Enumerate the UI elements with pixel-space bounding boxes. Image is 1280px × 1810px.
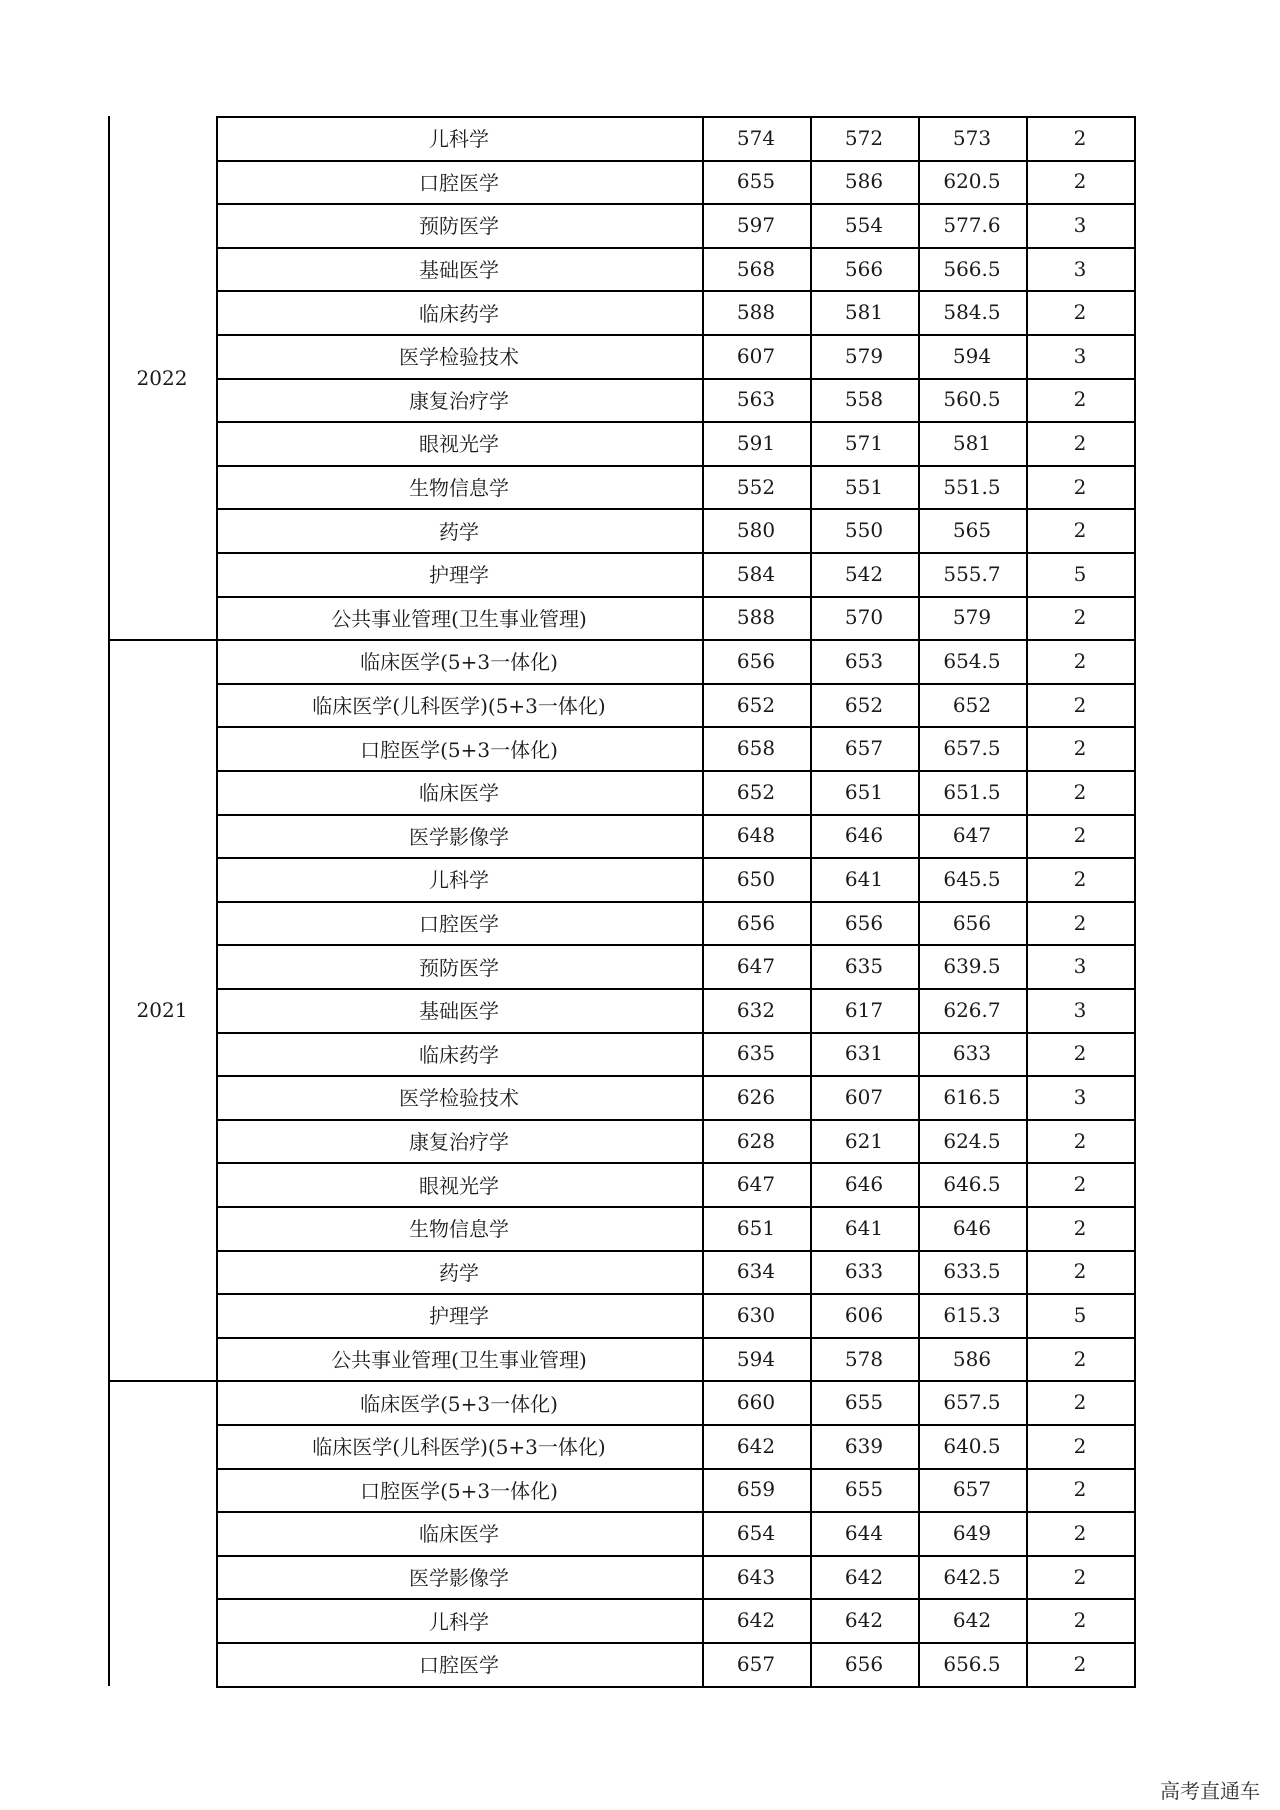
max-score-cell: 607	[736, 343, 776, 368]
avg-score-cell: 645.5	[943, 866, 1001, 891]
count-cell: 2	[1073, 1651, 1087, 1676]
major-name-cell: 护理学	[429, 1304, 489, 1329]
avg-score-cell: 646	[952, 1215, 992, 1240]
max-score-cell: 648	[736, 823, 776, 848]
count-cell: 2	[1073, 430, 1087, 455]
major-name-cell: 生物信息学	[409, 476, 509, 501]
major-name-cell: 医学检验技术	[399, 1086, 519, 1111]
min-score-cell: 572	[844, 125, 884, 150]
min-score-cell: 633	[844, 1259, 884, 1284]
avg-score-cell: 633	[952, 1041, 992, 1066]
avg-score-cell: 577.6	[943, 212, 1001, 237]
major-name-cell: 医学影像学	[409, 824, 509, 849]
max-score-cell: 597	[736, 212, 776, 237]
max-score-cell: 634	[736, 1259, 776, 1284]
avg-score-cell: 594	[952, 343, 992, 368]
min-score-cell: 646	[844, 1172, 884, 1197]
max-score-cell: 651	[736, 1215, 776, 1240]
count-cell: 2	[1073, 779, 1087, 804]
avg-score-cell: 652	[952, 692, 992, 717]
avg-score-cell: 642	[952, 1608, 992, 1633]
min-score-cell: 639	[844, 1433, 884, 1458]
avg-score-cell: 647	[952, 823, 992, 848]
avg-score-cell: 573	[952, 125, 992, 150]
max-score-cell: 628	[736, 1128, 776, 1153]
min-score-cell: 642	[844, 1564, 884, 1589]
min-score-cell: 635	[844, 954, 884, 979]
count-cell: 2	[1073, 692, 1087, 717]
count-cell: 5	[1073, 1302, 1087, 1327]
count-cell: 2	[1073, 1259, 1087, 1284]
min-score-cell: 657	[844, 736, 884, 761]
count-cell: 5	[1073, 561, 1087, 586]
count-cell: 2	[1073, 169, 1087, 194]
max-score-cell: 650	[736, 866, 776, 891]
max-score-cell: 568	[736, 256, 776, 281]
count-cell: 3	[1073, 343, 1087, 368]
min-score-cell: 554	[844, 212, 884, 237]
count-cell: 3	[1073, 954, 1087, 979]
avg-score-cell: 584.5	[943, 300, 1001, 325]
major-name-cell: 眼视光学	[419, 1173, 499, 1198]
max-score-cell: 563	[736, 387, 776, 412]
max-score-cell: 652	[736, 692, 776, 717]
avg-score-cell: 654.5	[943, 648, 1001, 673]
min-score-cell: 571	[844, 430, 884, 455]
avg-score-cell: 565	[952, 518, 992, 543]
count-cell: 2	[1073, 1608, 1087, 1633]
min-score-cell: 656	[844, 1651, 884, 1676]
year-cell	[108, 1380, 216, 1685]
max-score-cell: 652	[736, 779, 776, 804]
min-score-cell: 606	[844, 1302, 884, 1327]
max-score-cell: 647	[736, 954, 776, 979]
avg-score-cell: 640.5	[943, 1433, 1001, 1458]
min-score-cell: 581	[844, 300, 884, 325]
min-score-cell: 652	[844, 692, 884, 717]
major-name-cell: 护理学	[429, 563, 489, 588]
major-name-cell: 预防医学	[419, 214, 499, 239]
min-score-cell: 607	[844, 1084, 884, 1109]
avg-score-cell: 626.7	[943, 997, 1001, 1022]
count-cell: 2	[1073, 474, 1087, 499]
max-score-cell: 655	[736, 169, 776, 194]
major-name-cell: 口腔医学	[419, 170, 499, 195]
major-name-cell: 口腔医学(5+3一体化)	[360, 737, 558, 762]
max-score-cell: 656	[736, 910, 776, 935]
max-score-cell: 591	[736, 430, 776, 455]
count-cell: 2	[1073, 648, 1087, 673]
max-score-cell: 654	[736, 1520, 776, 1545]
max-score-cell: 574	[736, 125, 776, 150]
max-score-cell: 660	[736, 1390, 776, 1415]
avg-score-cell: 649	[952, 1520, 992, 1545]
major-name-cell: 基础医学	[419, 999, 499, 1024]
major-name-cell: 临床医学(儿科医学)(5+3一体化)	[312, 694, 606, 719]
min-score-cell: 651	[844, 779, 884, 804]
avg-score-cell: 633.5	[943, 1259, 1001, 1284]
count-cell: 2	[1073, 736, 1087, 761]
count-cell: 2	[1073, 1215, 1087, 1240]
avg-score-cell: 651.5	[943, 779, 1001, 804]
max-score-cell: 630	[736, 1302, 776, 1327]
count-cell: 2	[1073, 1564, 1087, 1589]
min-score-cell: 646	[844, 823, 884, 848]
avg-score-cell: 566.5	[943, 256, 1001, 281]
avg-score-cell: 555.7	[943, 561, 1001, 586]
count-cell: 3	[1073, 212, 1087, 237]
max-score-cell: 594	[736, 1346, 776, 1371]
min-score-cell: 641	[844, 1215, 884, 1240]
max-score-cell: 635	[736, 1041, 776, 1066]
min-score-cell: 617	[844, 997, 884, 1022]
avg-score-cell: 581	[952, 430, 992, 455]
max-score-cell: 643	[736, 1564, 776, 1589]
major-name-cell: 康复治疗学	[409, 388, 509, 413]
major-name-cell: 临床医学	[419, 781, 499, 806]
min-score-cell: 550	[844, 518, 884, 543]
major-name-cell: 临床医学(儿科医学)(5+3一体化)	[312, 1435, 606, 1460]
avg-score-cell: 639.5	[943, 954, 1001, 979]
major-name-cell: 儿科学	[429, 1609, 489, 1634]
avg-score-cell: 560.5	[943, 387, 1001, 412]
min-score-cell: 656	[844, 910, 884, 935]
min-score-cell: 642	[844, 1608, 884, 1633]
major-name-cell: 眼视光学	[419, 432, 499, 457]
major-name-cell: 公共事业管理(卫生事业管理)	[331, 1348, 587, 1373]
avg-score-cell: 657	[952, 1477, 992, 1502]
count-cell: 2	[1073, 910, 1087, 935]
max-score-cell: 656	[736, 648, 776, 673]
watermark-text: 高考直通车	[1160, 1779, 1260, 1803]
avg-score-cell: 586	[952, 1346, 992, 1371]
column-border	[810, 116, 812, 1688]
min-score-cell: 644	[844, 1520, 884, 1545]
max-score-cell: 632	[736, 997, 776, 1022]
min-score-cell: 566	[844, 256, 884, 281]
major-name-cell: 临床医学(5+3一体化)	[360, 650, 558, 675]
count-cell: 2	[1073, 387, 1087, 412]
major-name-cell: 康复治疗学	[409, 1130, 509, 1155]
major-name-cell: 口腔医学	[419, 1653, 499, 1678]
avg-score-cell: 646.5	[943, 1172, 1001, 1197]
avg-score-cell: 642.5	[943, 1564, 1001, 1589]
min-score-cell: 579	[844, 343, 884, 368]
major-name-cell: 临床药学	[419, 1042, 499, 1067]
major-name-cell: 医学检验技术	[399, 345, 519, 370]
min-score-cell: 653	[844, 648, 884, 673]
avg-score-cell: 657.5	[943, 736, 1001, 761]
major-name-cell: 预防医学	[419, 955, 499, 980]
year-cell: 2022	[136, 365, 188, 390]
avg-score-cell: 657.5	[943, 1390, 1001, 1415]
count-cell: 2	[1073, 518, 1087, 543]
min-score-cell: 578	[844, 1346, 884, 1371]
min-score-cell: 621	[844, 1128, 884, 1153]
major-name-cell: 临床医学(5+3一体化)	[360, 1391, 558, 1416]
major-name-cell: 临床医学	[419, 1522, 499, 1547]
count-cell: 2	[1073, 1346, 1087, 1371]
count-cell: 3	[1073, 997, 1087, 1022]
major-name-cell: 临床药学	[419, 301, 499, 326]
min-score-cell: 641	[844, 866, 884, 891]
avg-score-cell: 615.3	[943, 1302, 1001, 1327]
max-score-cell: 642	[736, 1608, 776, 1633]
count-cell: 2	[1073, 1390, 1087, 1415]
column-border	[216, 116, 218, 1688]
count-cell: 2	[1073, 300, 1087, 325]
avg-score-cell: 656	[952, 910, 992, 935]
avg-score-cell: 624.5	[943, 1128, 1001, 1153]
avg-score-cell: 656.5	[943, 1651, 1001, 1676]
major-name-cell: 药学	[439, 1260, 479, 1285]
count-cell: 2	[1073, 1477, 1087, 1502]
max-score-cell: 588	[736, 300, 776, 325]
column-border	[1134, 116, 1136, 1688]
min-score-cell: 551	[844, 474, 884, 499]
max-score-cell: 647	[736, 1172, 776, 1197]
column-border	[918, 116, 920, 1688]
avg-score-cell: 616.5	[943, 1084, 1001, 1109]
max-score-cell: 580	[736, 518, 776, 543]
max-score-cell: 584	[736, 561, 776, 586]
major-name-cell: 公共事业管理(卫生事业管理)	[331, 606, 587, 631]
major-name-cell: 药学	[439, 519, 479, 544]
min-score-cell: 586	[844, 169, 884, 194]
avg-score-cell: 620.5	[943, 169, 1001, 194]
major-name-cell: 基础医学	[419, 258, 499, 283]
count-cell: 2	[1073, 1041, 1087, 1066]
min-score-cell: 542	[844, 561, 884, 586]
max-score-cell: 642	[736, 1433, 776, 1458]
min-score-cell: 655	[844, 1390, 884, 1415]
count-cell: 2	[1073, 823, 1087, 848]
count-cell: 2	[1073, 1128, 1087, 1153]
count-cell: 3	[1073, 256, 1087, 281]
count-cell: 3	[1073, 1084, 1087, 1109]
avg-score-cell: 551.5	[943, 474, 1001, 499]
year-cell: 2021	[136, 997, 188, 1022]
avg-score-cell: 579	[952, 605, 992, 630]
max-score-cell: 552	[736, 474, 776, 499]
table-bottom-border	[216, 1686, 1136, 1688]
max-score-cell: 659	[736, 1477, 776, 1502]
count-cell: 2	[1073, 1172, 1087, 1197]
column-border	[702, 116, 704, 1688]
max-score-cell: 626	[736, 1084, 776, 1109]
count-cell: 2	[1073, 866, 1087, 891]
column-border	[1026, 116, 1028, 1688]
max-score-cell: 658	[736, 736, 776, 761]
max-score-cell: 657	[736, 1651, 776, 1676]
major-name-cell: 儿科学	[429, 127, 489, 152]
major-name-cell: 医学影像学	[409, 1566, 509, 1591]
major-name-cell: 儿科学	[429, 868, 489, 893]
count-cell: 2	[1073, 1433, 1087, 1458]
min-score-cell: 655	[844, 1477, 884, 1502]
min-score-cell: 570	[844, 605, 884, 630]
count-cell: 2	[1073, 1520, 1087, 1545]
major-name-cell: 口腔医学	[419, 912, 499, 937]
min-score-cell: 631	[844, 1041, 884, 1066]
min-score-cell: 558	[844, 387, 884, 412]
major-name-cell: 口腔医学(5+3一体化)	[360, 1478, 558, 1503]
major-name-cell: 生物信息学	[409, 1217, 509, 1242]
count-cell: 2	[1073, 605, 1087, 630]
count-cell: 2	[1073, 125, 1087, 150]
max-score-cell: 588	[736, 605, 776, 630]
